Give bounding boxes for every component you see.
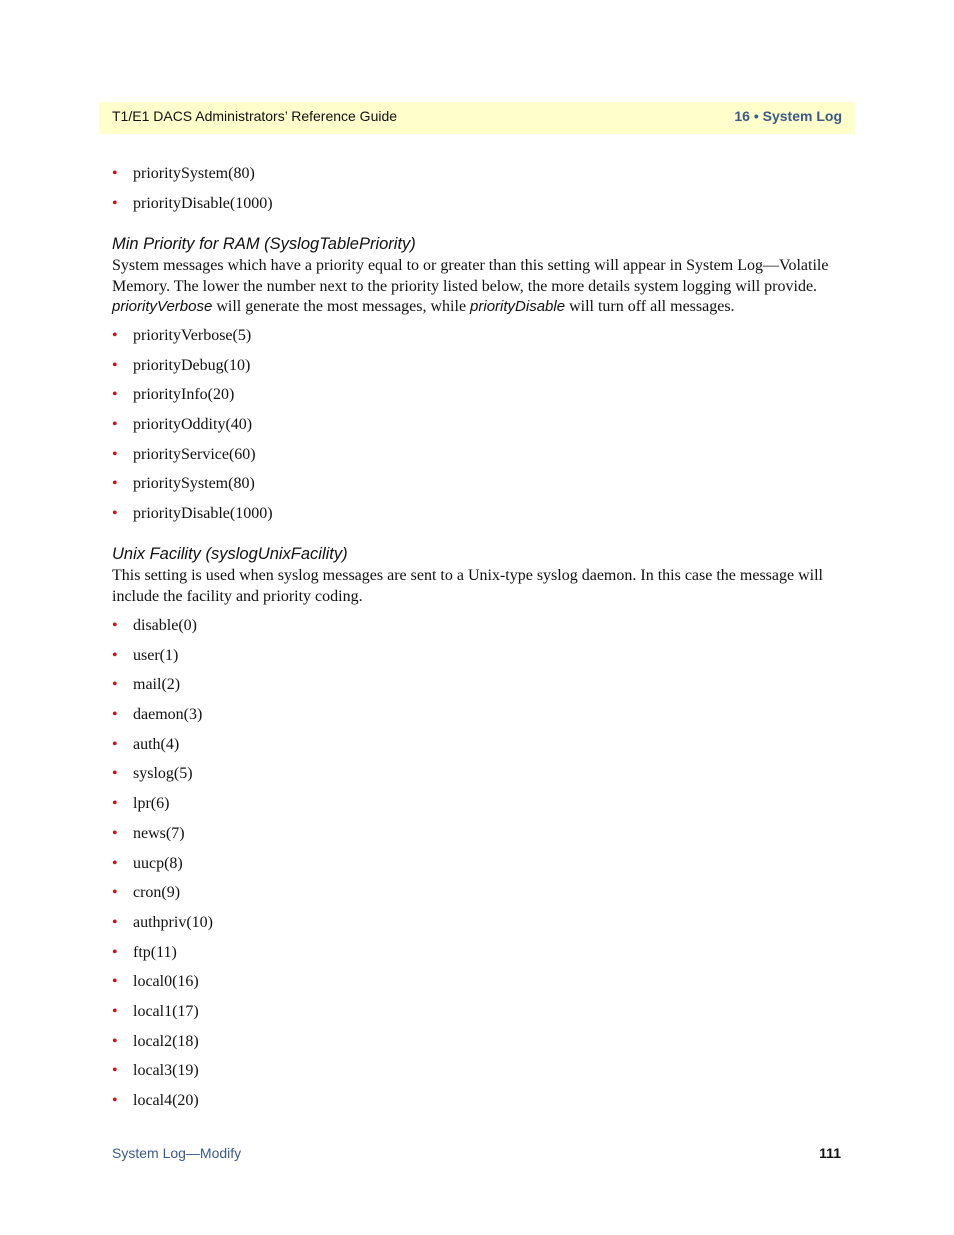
bullet-icon: • xyxy=(112,795,118,813)
list-item xyxy=(112,326,273,356)
list-item xyxy=(112,794,213,824)
list-item xyxy=(112,972,213,1002)
bullet-icon: • xyxy=(112,416,118,434)
list-item xyxy=(112,356,273,386)
list-item xyxy=(112,474,273,504)
section-heading-unix: Unix Facility (syslogUnixFacility) xyxy=(112,545,348,563)
section-ram-description: System messages which have a priority equal to or greater than this setting will appear in System Log—Volatile Memory. The lower the number next to the priority listed below, the more details system logging will provide. priorityVerbose will generate the most messages, while priorityDisable will turn off all messages. xyxy=(112,257,829,315)
bullet-icon: • xyxy=(112,854,118,872)
list-item xyxy=(112,504,273,534)
bullet-icon: • xyxy=(112,884,118,902)
list-item xyxy=(112,824,213,854)
list-unix-facilities xyxy=(112,616,213,1121)
bullet-icon: • xyxy=(112,617,118,634)
list-item-text: disable(0) xyxy=(133,617,197,634)
list-item-text: local0(16) xyxy=(133,973,199,991)
bullet-icon: • xyxy=(112,445,118,463)
list-item-text: syslog(5) xyxy=(133,765,193,783)
list-item-text: local3(19) xyxy=(133,1062,199,1080)
bullet-icon: • xyxy=(112,194,118,212)
list-item xyxy=(112,735,213,765)
list-item-text: ftp(11) xyxy=(133,943,177,961)
list-item-text: local4(20) xyxy=(133,1092,199,1109)
term-priority-verbose: priorityVerbose xyxy=(112,298,213,315)
list-item xyxy=(112,854,213,884)
list-item-text: local1(17) xyxy=(133,1002,199,1020)
list-item xyxy=(112,764,213,794)
list-item-text: news(7) xyxy=(133,824,185,842)
footer-section: System Log—Modify xyxy=(112,1145,242,1161)
list-item xyxy=(112,646,213,676)
guide-title: T1/E1 DACS Administrators’ Reference Guide xyxy=(112,108,398,124)
bullet-icon: • xyxy=(112,943,118,961)
list-ram-priorities xyxy=(112,326,273,534)
list-item xyxy=(112,415,273,445)
list-item-text: priorityVerbose(5) xyxy=(133,327,252,344)
bullet-icon: • xyxy=(112,1092,118,1109)
list-item xyxy=(112,705,213,735)
list-item-text: priorityOddity(40) xyxy=(133,416,253,434)
section-heading-ram: Min Priority for RAM (SyslogTablePriority) xyxy=(112,235,416,253)
bullet-icon: • xyxy=(112,1062,118,1080)
list-item-text: priorityDebug(10) xyxy=(133,356,251,374)
term-priority-disable: priorityDisable xyxy=(470,298,566,315)
list-top xyxy=(112,164,273,223)
bullet-icon: • xyxy=(112,913,118,931)
bullet-icon: • xyxy=(112,676,118,694)
list-item-text: daemon(3) xyxy=(133,706,203,724)
list-item xyxy=(112,616,213,646)
list-item-text: mail(2) xyxy=(133,676,181,694)
bullet-icon: • xyxy=(112,505,118,523)
list-item-text: local2(18) xyxy=(133,1032,199,1050)
list-item xyxy=(112,943,213,973)
bullet-icon: • xyxy=(112,765,118,783)
list-item xyxy=(112,1091,213,1121)
list-item-text: priorityInfo(20) xyxy=(133,386,235,404)
bullet-icon: • xyxy=(112,165,118,182)
list-item-text: prioritySystem(80) xyxy=(133,165,255,182)
bullet-icon: • xyxy=(112,706,118,724)
list-item xyxy=(112,1002,213,1032)
list-item xyxy=(112,1061,213,1091)
chapter-title: 16 • System Log xyxy=(734,108,842,124)
bullet-icon: • xyxy=(112,646,118,664)
page-header xyxy=(99,102,855,134)
list-item-text: cron(9) xyxy=(133,884,181,902)
list-item xyxy=(112,164,273,194)
list-item-text: user(1) xyxy=(133,646,179,664)
list-item xyxy=(112,385,273,415)
list-item-text: uucp(8) xyxy=(133,854,183,872)
bullet-icon: • xyxy=(112,1032,118,1050)
list-item xyxy=(112,445,273,475)
bullet-icon: • xyxy=(112,475,118,493)
list-item-text: auth(4) xyxy=(133,735,180,753)
list-item-text: priorityDisable(1000) xyxy=(133,505,273,523)
list-item-text: lpr(6) xyxy=(133,795,170,813)
bullet-icon: • xyxy=(112,824,118,842)
list-item xyxy=(112,913,213,943)
bullet-icon: • xyxy=(112,386,118,404)
list-item-text: priorityDisable(1000) xyxy=(133,194,273,212)
list-item xyxy=(112,194,273,224)
page-number: 111 xyxy=(819,1145,841,1161)
list-item xyxy=(112,1032,213,1062)
bullet-icon: • xyxy=(112,356,118,374)
list-item-text: prioritySystem(80) xyxy=(133,475,255,493)
list-item xyxy=(112,675,213,705)
bullet-icon: • xyxy=(112,735,118,753)
bullet-icon: • xyxy=(112,1002,118,1020)
bullet-icon: • xyxy=(112,327,118,344)
list-item-text: authpriv(10) xyxy=(133,913,213,931)
section-unix-description: This setting is used when syslog messages are sent to a Unix-type syslog daemon. In this case the message will include the facility and priority coding. xyxy=(112,567,823,605)
list-item xyxy=(112,883,213,913)
bullet-icon: • xyxy=(112,973,118,991)
list-item-text: priorityService(60) xyxy=(133,445,256,463)
